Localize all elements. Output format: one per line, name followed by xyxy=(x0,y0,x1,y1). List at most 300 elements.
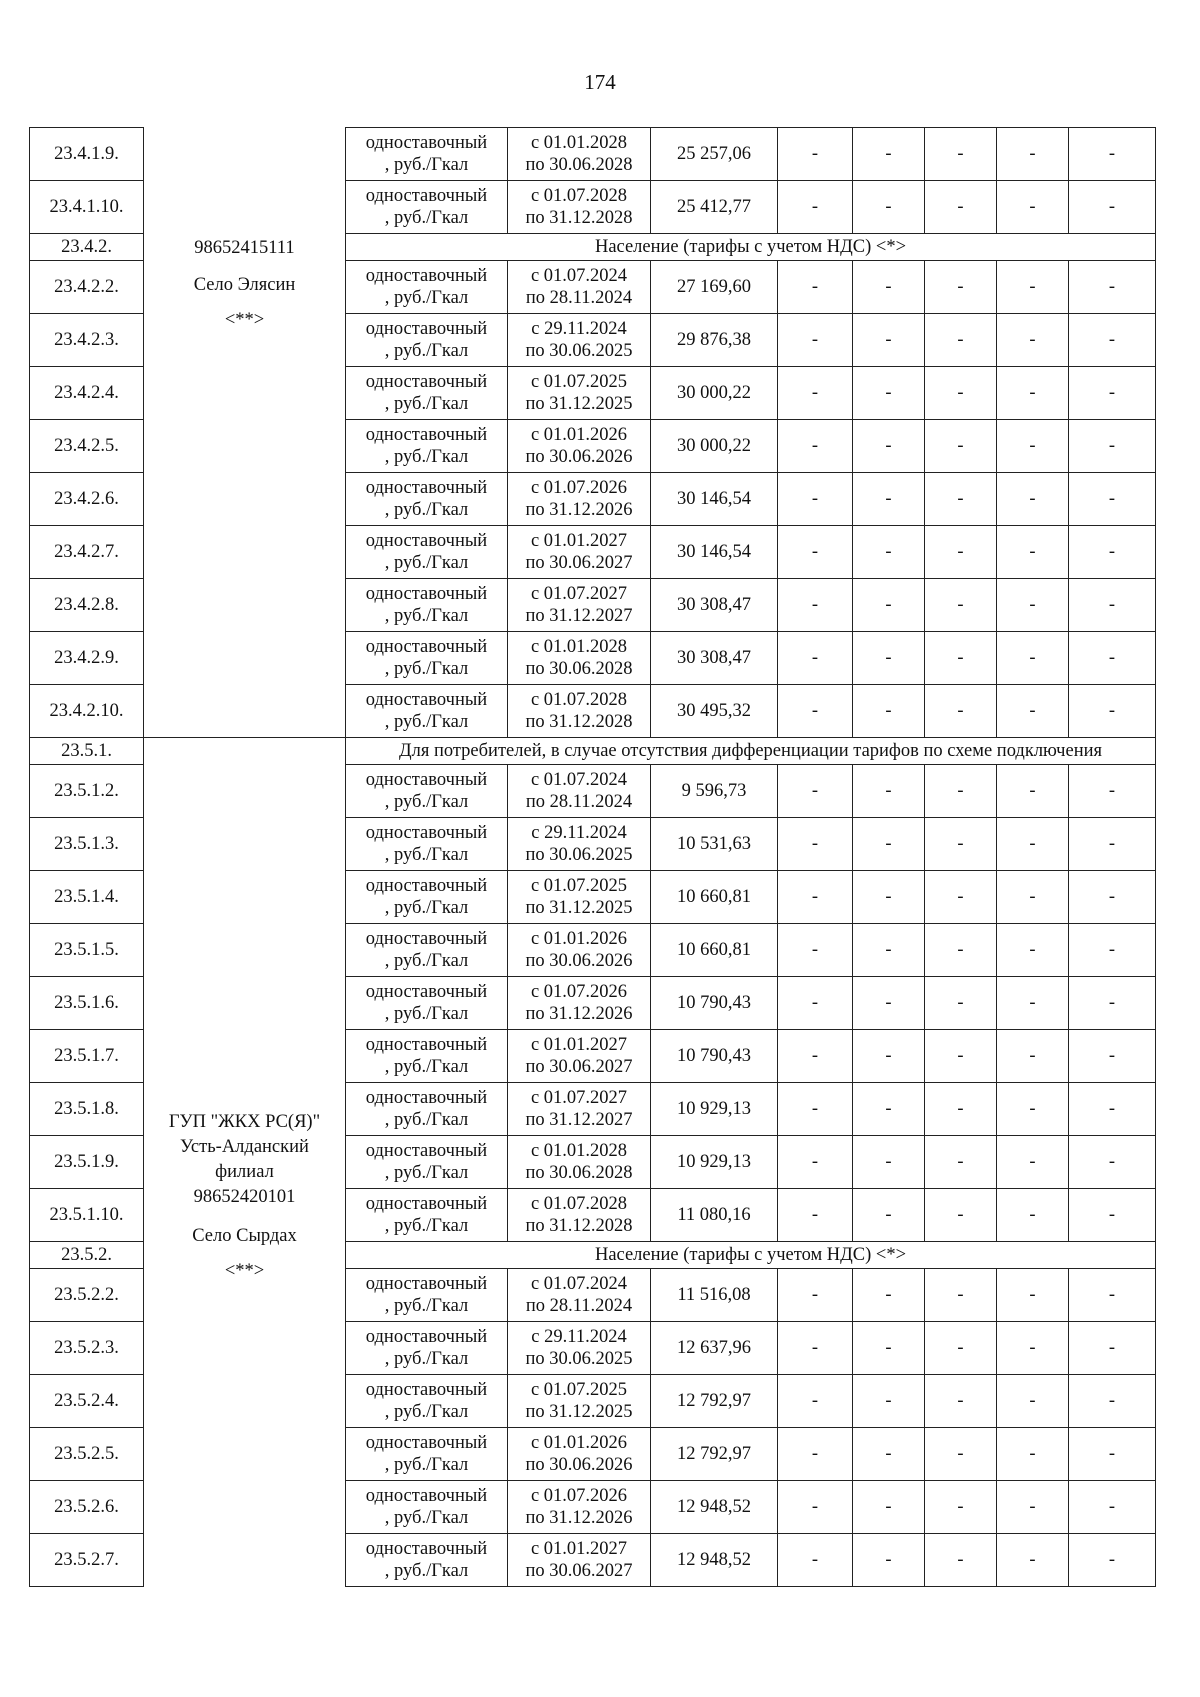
period-from: с 01.07.2025 xyxy=(530,876,628,896)
empty-value-cell: - xyxy=(778,924,853,977)
tariff-type-line1: одноставочный xyxy=(365,823,488,843)
row-number: 23.5.2. xyxy=(30,1242,144,1269)
tariff-type-line1: одноставочный xyxy=(365,1380,488,1400)
period-to: по 30.06.2025 xyxy=(525,1349,633,1369)
tariff-value: 30 495,32 xyxy=(651,685,778,738)
tariff-type xyxy=(346,685,508,738)
empty-value-cell: - xyxy=(925,977,997,1030)
period xyxy=(508,420,651,473)
row-number: 23.5.2.5. xyxy=(30,1428,144,1481)
period-to: по 31.12.2028 xyxy=(525,712,633,732)
empty-value-cell: - xyxy=(778,632,853,685)
row-number: 23.4.1.9. xyxy=(30,128,144,181)
empty-value-cell: - xyxy=(925,685,997,738)
empty-value-cell: - xyxy=(925,871,997,924)
period xyxy=(508,977,651,1030)
tariff-type-line2: , руб./Гкал xyxy=(384,341,469,361)
empty-value-cell: - xyxy=(997,1189,1069,1242)
empty-value-cell: - xyxy=(1069,685,1156,738)
row-number: 23.4.2.5. xyxy=(30,420,144,473)
tariff-type-line2: , руб./Гкал xyxy=(384,1349,469,1369)
tariff-type-line2: , руб./Гкал xyxy=(384,845,469,865)
org-name-line3: филиал xyxy=(215,1162,274,1182)
tariff-type-line1: одноставочный xyxy=(365,982,488,1002)
tariff-value: 12 637,96 xyxy=(651,1322,778,1375)
period-to: по 31.12.2025 xyxy=(525,394,633,414)
period-from: с 01.07.2027 xyxy=(530,1088,628,1108)
row-number: 23.4.2.9. xyxy=(30,632,144,685)
empty-value-cell: - xyxy=(853,871,925,924)
tariff-type xyxy=(346,1189,508,1242)
empty-value-cell: - xyxy=(1069,977,1156,1030)
row-number: 23.4.2.7. xyxy=(30,526,144,579)
empty-value-cell: - xyxy=(778,818,853,871)
empty-value-cell: - xyxy=(925,261,997,314)
period-from: с 01.01.2027 xyxy=(530,531,628,551)
empty-value-cell: - xyxy=(853,314,925,367)
tariff-type-line2: , руб./Гкал xyxy=(384,898,469,918)
empty-value-cell: - xyxy=(1069,1481,1156,1534)
org-note: <**> xyxy=(224,309,265,330)
tariff-type-line2: , руб./Гкал xyxy=(384,500,469,520)
period-to: по 31.12.2027 xyxy=(525,606,633,626)
period-to: по 30.06.2026 xyxy=(525,1455,633,1475)
period-to: по 28.11.2024 xyxy=(525,792,633,812)
period-to: по 30.06.2028 xyxy=(525,1163,633,1183)
period-to: по 30.06.2028 xyxy=(525,659,633,679)
period xyxy=(508,765,651,818)
period xyxy=(508,871,651,924)
period-from: с 01.01.2026 xyxy=(530,425,628,445)
row-number: 23.4.2. xyxy=(30,234,144,261)
empty-value-cell: - xyxy=(853,128,925,181)
period-from: с 01.07.2025 xyxy=(530,372,628,392)
tariff-type-line1: одноставочный xyxy=(365,637,488,657)
empty-value-cell: - xyxy=(853,1269,925,1322)
tariff-type xyxy=(346,526,508,579)
empty-value-cell: - xyxy=(997,261,1069,314)
period xyxy=(508,1481,651,1534)
empty-value-cell: - xyxy=(925,579,997,632)
tariff-type-line2: , руб./Гкал xyxy=(384,792,469,812)
empty-value-cell: - xyxy=(997,1534,1069,1587)
period-to: по 30.06.2027 xyxy=(525,553,633,573)
empty-value-cell: - xyxy=(853,1375,925,1428)
period-to: по 30.06.2027 xyxy=(525,1057,633,1077)
period xyxy=(508,1189,651,1242)
empty-value-cell: - xyxy=(778,1534,853,1587)
empty-value-cell: - xyxy=(1069,314,1156,367)
tariff-type-line2: , руб./Гкал xyxy=(384,1561,469,1581)
empty-value-cell: - xyxy=(925,314,997,367)
group-header: Население (тарифы с учетом НДС) <*> xyxy=(346,1242,1156,1269)
empty-value-cell: - xyxy=(853,1428,925,1481)
tariff-type-line2: , руб./Гкал xyxy=(384,1057,469,1077)
tariff-type-line2: , руб./Гкал xyxy=(384,1004,469,1024)
row-number: 23.4.2.8. xyxy=(30,579,144,632)
empty-value-cell: - xyxy=(997,1136,1069,1189)
empty-value-cell: - xyxy=(1069,871,1156,924)
empty-value-cell: - xyxy=(997,367,1069,420)
period-from: с 01.07.2026 xyxy=(530,1486,628,1506)
empty-value-cell: - xyxy=(853,367,925,420)
empty-value-cell: - xyxy=(925,473,997,526)
empty-value-cell: - xyxy=(778,1322,853,1375)
period-to: по 28.11.2024 xyxy=(525,288,633,308)
period-to: по 28.11.2024 xyxy=(525,1296,633,1316)
page-number: 174 xyxy=(584,70,616,94)
period-from: с 01.01.2026 xyxy=(530,929,628,949)
period-from: с 01.01.2027 xyxy=(530,1539,628,1559)
empty-value-cell: - xyxy=(925,765,997,818)
empty-value-cell: - xyxy=(1069,1083,1156,1136)
empty-value-cell: - xyxy=(853,1534,925,1587)
tariff-type-line1: одноставочный xyxy=(365,319,488,339)
period-to: по 31.12.2026 xyxy=(525,1508,633,1528)
period xyxy=(508,1083,651,1136)
empty-value-cell: - xyxy=(997,1481,1069,1534)
empty-value-cell: - xyxy=(853,1481,925,1534)
empty-value-cell: - xyxy=(1069,367,1156,420)
period-to: по 31.12.2027 xyxy=(525,1110,633,1130)
period xyxy=(508,526,651,579)
row-number: 23.5.1.4. xyxy=(30,871,144,924)
period-from: с 01.07.2026 xyxy=(530,478,628,498)
tariff-value: 10 929,13 xyxy=(651,1136,778,1189)
empty-value-cell: - xyxy=(925,1481,997,1534)
tariff-type-line1: одноставочный xyxy=(365,425,488,445)
empty-value-cell: - xyxy=(925,420,997,473)
tariff-type xyxy=(346,1030,508,1083)
period-from: с 01.01.2028 xyxy=(530,133,628,153)
row-number: 23.4.2.4. xyxy=(30,367,144,420)
empty-value-cell: - xyxy=(925,128,997,181)
period-to: по 30.06.2026 xyxy=(525,447,633,467)
empty-value-cell: - xyxy=(925,1030,997,1083)
tariff-value: 30 146,54 xyxy=(651,473,778,526)
period xyxy=(508,314,651,367)
org-code: 98652420101 xyxy=(193,1187,296,1207)
org-code: 98652415111 xyxy=(194,237,295,258)
period-to: по 31.12.2025 xyxy=(525,898,633,918)
empty-value-cell: - xyxy=(853,420,925,473)
tariff-type-line2: , руб./Гкал xyxy=(384,606,469,626)
tariff-value: 10 790,43 xyxy=(651,977,778,1030)
empty-value-cell: - xyxy=(997,632,1069,685)
org-name-line2: Усть-Алданский xyxy=(180,1137,309,1157)
tariff-type-line1: одноставочный xyxy=(365,1194,488,1214)
tariff-type-line2: , руб./Гкал xyxy=(384,1110,469,1130)
tariff-type xyxy=(346,420,508,473)
empty-value-cell: - xyxy=(997,314,1069,367)
period-to: по 31.12.2025 xyxy=(525,1402,633,1422)
row-number: 23.5.1.7. xyxy=(30,1030,144,1083)
tariff-type-line2: , руб./Гкал xyxy=(384,1163,469,1183)
empty-value-cell: - xyxy=(778,367,853,420)
period xyxy=(508,1375,651,1428)
tariff-type-line2: , руб./Гкал xyxy=(384,1296,469,1316)
tariff-type xyxy=(346,1322,508,1375)
empty-value-cell: - xyxy=(925,1322,997,1375)
empty-value-cell: - xyxy=(778,1428,853,1481)
period xyxy=(508,1534,651,1587)
organization-cell-syrdakh xyxy=(144,738,346,1587)
empty-value-cell: - xyxy=(778,526,853,579)
empty-value-cell: - xyxy=(925,818,997,871)
tariff-type xyxy=(346,367,508,420)
empty-value-cell: - xyxy=(997,1322,1069,1375)
empty-value-cell: - xyxy=(1069,473,1156,526)
empty-value-cell: - xyxy=(778,1136,853,1189)
empty-value-cell: - xyxy=(1069,632,1156,685)
empty-value-cell: - xyxy=(925,526,997,579)
tariff-value: 10 929,13 xyxy=(651,1083,778,1136)
empty-value-cell: - xyxy=(997,765,1069,818)
empty-value-cell: - xyxy=(925,181,997,234)
period-from: с 01.07.2024 xyxy=(530,1274,628,1294)
tariff-type xyxy=(346,473,508,526)
empty-value-cell: - xyxy=(853,526,925,579)
period xyxy=(508,181,651,234)
period xyxy=(508,1030,651,1083)
tariff-value: 30 308,47 xyxy=(651,579,778,632)
tariff-type xyxy=(346,765,508,818)
empty-value-cell: - xyxy=(853,632,925,685)
empty-value-cell: - xyxy=(997,181,1069,234)
tariff-type-line1: одноставочный xyxy=(365,1327,488,1347)
organization-cell xyxy=(144,128,346,234)
empty-value-cell: - xyxy=(1069,1428,1156,1481)
org-note: <**> xyxy=(224,1261,265,1281)
period xyxy=(508,1136,651,1189)
empty-value-cell: - xyxy=(853,181,925,234)
empty-value-cell: - xyxy=(1069,924,1156,977)
period-to: по 31.12.2028 xyxy=(525,208,633,228)
period xyxy=(508,473,651,526)
empty-value-cell: - xyxy=(1069,181,1156,234)
group-header-row xyxy=(30,234,1156,261)
tariff-type xyxy=(346,181,508,234)
empty-value-cell: - xyxy=(1069,1534,1156,1587)
row-number: 23.5.1.8. xyxy=(30,1083,144,1136)
empty-value-cell: - xyxy=(997,924,1069,977)
tariff-value: 11 080,16 xyxy=(651,1189,778,1242)
empty-value-cell: - xyxy=(778,420,853,473)
empty-value-cell: - xyxy=(997,977,1069,1030)
tariff-type-line1: одноставочный xyxy=(365,133,488,153)
empty-value-cell: - xyxy=(1069,818,1156,871)
empty-value-cell: - xyxy=(1069,1189,1156,1242)
empty-value-cell: - xyxy=(778,1030,853,1083)
period xyxy=(508,1428,651,1481)
tariff-type xyxy=(346,128,508,181)
empty-value-cell: - xyxy=(1069,526,1156,579)
empty-value-cell: - xyxy=(778,261,853,314)
tariff-value: 9 596,73 xyxy=(651,765,778,818)
period xyxy=(508,1322,651,1375)
period xyxy=(508,1269,651,1322)
tariff-type-line2: , руб./Гкал xyxy=(384,659,469,679)
period-to: по 30.06.2025 xyxy=(525,341,633,361)
tariff-type xyxy=(346,924,508,977)
row-number: 23.5.2.3. xyxy=(30,1322,144,1375)
empty-value-cell: - xyxy=(853,685,925,738)
tariff-type-line1: одноставочный xyxy=(365,1088,488,1108)
period-to: по 31.12.2028 xyxy=(525,1216,633,1236)
empty-value-cell: - xyxy=(925,367,997,420)
period xyxy=(508,685,651,738)
tariff-type-line2: , руб./Гкал xyxy=(384,1216,469,1236)
tariff-value: 11 516,08 xyxy=(651,1269,778,1322)
row-number: 23.5.2.7. xyxy=(30,1534,144,1587)
org-place: Село Элясин xyxy=(193,274,296,295)
period-from: с 01.07.2025 xyxy=(530,1380,628,1400)
period-from: с 01.01.2026 xyxy=(530,1433,628,1453)
organization-cell-elyasin xyxy=(144,234,346,738)
empty-value-cell: - xyxy=(997,1030,1069,1083)
empty-value-cell: - xyxy=(778,1375,853,1428)
row-number: 23.5.2.2. xyxy=(30,1269,144,1322)
tariff-type-line1: одноставочный xyxy=(365,1035,488,1055)
period-from: с 01.07.2028 xyxy=(530,1194,628,1214)
tariff-type-line1: одноставочный xyxy=(365,1141,488,1161)
period-to: по 31.12.2026 xyxy=(525,1004,633,1024)
tariff-type-line1: одноставочный xyxy=(365,1539,488,1559)
period-from: с 01.01.2027 xyxy=(530,1035,628,1055)
empty-value-cell: - xyxy=(925,1375,997,1428)
empty-value-cell: - xyxy=(1069,1322,1156,1375)
tariff-type-line2: , руб./Гкал xyxy=(384,951,469,971)
tariff-value: 30 308,47 xyxy=(651,632,778,685)
empty-value-cell: - xyxy=(997,473,1069,526)
tariff-type xyxy=(346,977,508,1030)
empty-value-cell: - xyxy=(778,1269,853,1322)
empty-value-cell: - xyxy=(778,314,853,367)
empty-value-cell: - xyxy=(853,977,925,1030)
empty-value-cell: - xyxy=(1069,1269,1156,1322)
tariff-type-line1: одноставочный xyxy=(365,770,488,790)
tariff-type-line1: одноставочный xyxy=(365,584,488,604)
tariff-type-line2: , руб./Гкал xyxy=(384,712,469,732)
empty-value-cell: - xyxy=(778,128,853,181)
empty-value-cell: - xyxy=(853,1136,925,1189)
empty-value-cell: - xyxy=(853,473,925,526)
empty-value-cell: - xyxy=(778,1083,853,1136)
empty-value-cell: - xyxy=(853,1189,925,1242)
tariff-type-line2: , руб./Гкал xyxy=(384,1402,469,1422)
tariff-value: 12 792,97 xyxy=(651,1428,778,1481)
period xyxy=(508,632,651,685)
row-number: 23.5.2.6. xyxy=(30,1481,144,1534)
empty-value-cell: - xyxy=(997,526,1069,579)
period-from: с 29.11.2024 xyxy=(531,823,627,843)
period-to: по 30.06.2028 xyxy=(525,155,633,175)
tariff-table xyxy=(29,127,1156,1587)
tariff-type xyxy=(346,1269,508,1322)
period-from: с 01.07.2026 xyxy=(530,982,628,1002)
empty-value-cell: - xyxy=(997,1269,1069,1322)
tariff-type xyxy=(346,261,508,314)
empty-value-cell: - xyxy=(925,924,997,977)
tariff-type xyxy=(346,1136,508,1189)
tariff-type-line1: одноставочный xyxy=(365,186,488,206)
empty-value-cell: - xyxy=(778,871,853,924)
tariff-value: 29 876,38 xyxy=(651,314,778,367)
period-to: по 30.06.2026 xyxy=(525,951,633,971)
org-name-line1: ГУП "ЖКХ РС(Я)" xyxy=(168,1112,321,1132)
empty-value-cell: - xyxy=(997,1428,1069,1481)
org-place: Село Сырдах xyxy=(192,1226,297,1246)
empty-value-cell: - xyxy=(1069,579,1156,632)
tariff-type-line2: , руб./Гкал xyxy=(384,155,469,175)
tariff-type-line2: , руб./Гкал xyxy=(384,208,469,228)
tariff-value: 27 169,60 xyxy=(651,261,778,314)
tariff-value: 10 660,81 xyxy=(651,871,778,924)
row-number: 23.4.2.3. xyxy=(30,314,144,367)
period xyxy=(508,924,651,977)
tariff-value: 10 660,81 xyxy=(651,924,778,977)
tariff-value: 30 000,22 xyxy=(651,420,778,473)
empty-value-cell: - xyxy=(1069,1375,1156,1428)
empty-value-cell: - xyxy=(925,632,997,685)
tariff-type-line1: одноставочный xyxy=(365,266,488,286)
empty-value-cell: - xyxy=(778,977,853,1030)
period-from: с 01.07.2027 xyxy=(530,584,628,604)
empty-value-cell: - xyxy=(778,1189,853,1242)
tariff-value: 12 948,52 xyxy=(651,1534,778,1587)
tariff-type-line1: одноставочный xyxy=(365,876,488,896)
tariff-type-line1: одноставочный xyxy=(365,1486,488,1506)
period xyxy=(508,818,651,871)
period-to: по 30.06.2025 xyxy=(525,845,633,865)
tariff-value: 25 257,06 xyxy=(651,128,778,181)
tariff-value: 12 792,97 xyxy=(651,1375,778,1428)
tariff-type-line2: , руб./Гкал xyxy=(384,553,469,573)
tariff-type-line2: , руб./Гкал xyxy=(384,447,469,467)
table-body xyxy=(30,128,1156,1587)
tariff-value: 25 412,77 xyxy=(651,181,778,234)
tariff-type-line1: одноставочный xyxy=(365,929,488,949)
tariff-type xyxy=(346,1534,508,1587)
tariff-type xyxy=(346,1375,508,1428)
empty-value-cell: - xyxy=(997,871,1069,924)
empty-value-cell: - xyxy=(925,1136,997,1189)
period xyxy=(508,579,651,632)
empty-value-cell: - xyxy=(997,128,1069,181)
period xyxy=(508,261,651,314)
tariff-value: 30 146,54 xyxy=(651,526,778,579)
row-number: 23.5.1.9. xyxy=(30,1136,144,1189)
period-from: с 01.01.2028 xyxy=(530,1141,628,1161)
empty-value-cell: - xyxy=(778,1481,853,1534)
period-from: с 01.07.2024 xyxy=(530,266,628,286)
empty-value-cell: - xyxy=(925,1534,997,1587)
row-number: 23.4.2.2. xyxy=(30,261,144,314)
empty-value-cell: - xyxy=(853,818,925,871)
empty-value-cell: - xyxy=(853,765,925,818)
empty-value-cell: - xyxy=(997,818,1069,871)
empty-value-cell: - xyxy=(997,420,1069,473)
empty-value-cell: - xyxy=(778,579,853,632)
row-number: 23.5.2.4. xyxy=(30,1375,144,1428)
empty-value-cell: - xyxy=(778,685,853,738)
empty-value-cell: - xyxy=(925,1083,997,1136)
tariff-type xyxy=(346,871,508,924)
period xyxy=(508,128,651,181)
tariff-value: 10 790,43 xyxy=(651,1030,778,1083)
tariff-type xyxy=(346,632,508,685)
period-from: с 01.07.2028 xyxy=(530,690,628,710)
